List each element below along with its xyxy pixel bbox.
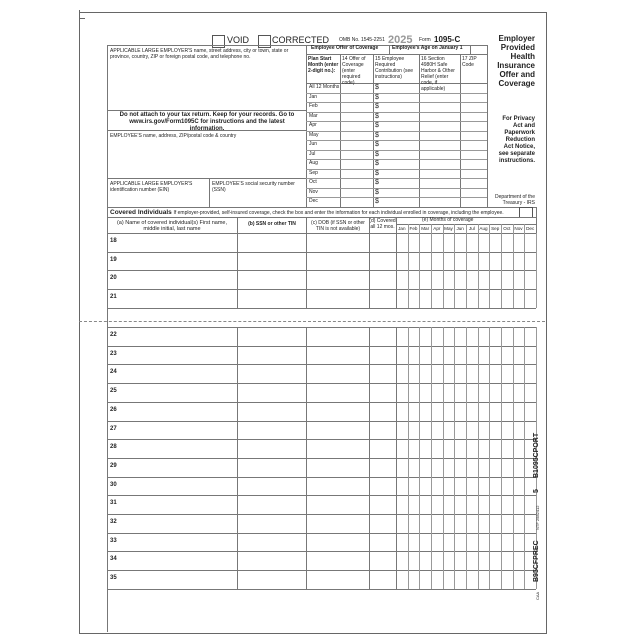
form-number: 1095-C [434,35,461,44]
covered-row-input[interactable] [120,439,536,458]
employee-box-label: EMPLOYEE'S name, address, ZIP/postal code & country [110,133,237,139]
col-17: 17 ZIP Code [462,56,477,68]
offer-row-input[interactable] [341,140,486,150]
dollar-sign: $ [375,160,379,167]
offer-row-input[interactable] [341,150,486,160]
offer-month-label: Dec [309,198,318,204]
offer-row-input[interactable] [341,131,486,141]
row-number: 19 [110,256,117,263]
line-left [107,45,108,632]
month-column-line [431,327,432,589]
dollar-sign: $ [375,169,379,177]
line-right [487,45,488,207]
coverage-month-label: Jun [456,226,464,231]
covered-row-input[interactable] [120,421,536,440]
offer-row-input[interactable] [341,112,486,122]
omb-number: OMB No. 1545-2251 [339,37,385,43]
covered-row-input[interactable] [120,551,536,570]
coverage-month-label: Jan [398,226,406,231]
offer-row-input[interactable] [341,121,486,131]
month-column-line [478,233,479,308]
ssn-label: EMPLOYEE'S social security number (SSN) [212,181,295,193]
title-line-2: Provided [500,43,535,52]
covered-col-b: (b) SSN or other TIN [248,221,296,227]
header-month-line [454,224,455,233]
line-employer-divider [306,45,307,207]
month-column-line [489,327,490,589]
perforation-line [79,321,545,322]
covered-col-d: (d) Covered all 12 mos. [369,218,396,230]
row-number: 24 [110,369,117,376]
header-month-line [408,224,409,233]
offer-month-label: Oct [309,179,317,185]
offer-header: Employee Offer of Coverage [311,45,379,51]
coverage-month-label: May [444,226,453,231]
privacy-notice: For Privacy Act and Paperwork Reduction Act Notice, see separate instructions. [498,116,535,164]
employer-box-label: APPLICABLE LARGE EMPLOYER'S name, street address, city or town, state or province, country, ZIP or foreign postal code, and telephone no. [110,48,289,60]
month-column-line [501,327,502,589]
offer-row-input[interactable] [341,169,486,179]
void-label: VOID [227,35,250,45]
side-code-1: B1095CPORT [533,432,540,478]
offer-row-input[interactable] [341,197,486,207]
offer-row-input[interactable] [341,159,486,169]
side-code-1-suffix: 5 [533,489,540,493]
covered-row-input[interactable] [120,533,536,552]
header-month-line [443,224,444,233]
offer-month-label: Feb [309,103,318,109]
covered-row-input[interactable] [120,252,536,271]
ein-label: APPLICABLE LARGE EMPLOYER'S identification number (EIN) [110,181,193,193]
covered-row-input[interactable] [120,364,536,383]
dollar-sign: $ [375,150,379,158]
covered-desc: If employer-provided, self-insured coverage, check the box and enter the information for each individual enrolled in coverage, including the employee. [173,210,504,216]
row-line [107,589,536,590]
header-month-line [431,224,432,233]
dollar-sign: $ [375,141,379,148]
side-caa: CAA [535,591,540,600]
covered-row-input[interactable] [120,495,536,514]
covered-row-input[interactable] [120,289,536,308]
month-column-line [408,233,409,308]
month-column-line [513,233,514,308]
month-column-line [489,233,490,308]
month-column-line [478,327,479,589]
department-label: Department of the Treasury - IRS [494,194,535,206]
row-number: 21 [110,294,117,301]
coverage-month-label: Sep [491,226,500,231]
row-number: 31 [110,500,117,507]
covered-row-input[interactable] [120,270,536,289]
line-employee-bottom [107,178,306,179]
offer-month-label: Jan [309,93,318,100]
offer-month-label: Aug [309,160,318,166]
col-15: 15 Employee Required Contribution (see instructions) [375,56,414,80]
coverage-month-label: Aug [479,226,488,231]
age-header: Employee's Age on January 1 [392,45,463,51]
title-line-5: Offer and [499,70,535,79]
row-number: 33 [110,537,117,544]
offer-month-label: All 12 Months [309,84,340,90]
covered-row-input[interactable] [120,383,536,402]
covered-col-e: (e) Months of coverage [422,217,474,223]
tax-year: 2025 [388,34,413,46]
covered-row-input[interactable] [120,402,536,421]
month-column-line [419,327,420,589]
dollar-sign: $ [375,84,379,91]
month-column-line [524,233,525,308]
column-line [396,233,397,308]
offer-month-label: Jun [309,141,318,147]
row-number: 29 [110,462,117,469]
offer-month-label: Nov [309,188,318,195]
coverage-month-label: Nov [514,226,523,231]
header-month-line [513,224,514,233]
header-month-line [419,224,420,233]
title-line-6: Coverage [498,79,535,88]
line-age-divider [389,45,390,54]
offer-row-input[interactable] [341,83,486,93]
col-16: 16 Section 4980H Safe Harbor & Other Relief (enter code, if applicable) [421,56,455,92]
row-number: 30 [110,481,117,488]
coverage-month-label: Feb [409,226,418,231]
covered-row-input[interactable] [120,570,536,589]
header-column-line [396,217,397,233]
coverage-month-label: Apr [433,226,441,231]
month-column-line [454,327,455,589]
title-line-1: Employer [498,34,535,43]
row-number: 35 [110,575,117,582]
dollar-sign: $ [375,93,379,101]
header-month-line [489,224,490,233]
header-column-line [369,217,370,233]
column-line [306,233,307,308]
covered-col-a: (a) Name of covered individual(s) First name, middle initial, last name [116,220,228,232]
offer-month-label: Apr [309,122,317,128]
coverage-month-label: Oct [503,226,511,231]
header-month-line [524,224,525,233]
row-number: 23 [110,350,117,357]
side-code-2: B95CFPREC [533,540,540,582]
covered-title: Covered Individuals [110,209,172,216]
offer-row-input[interactable] [341,188,486,198]
offer-row-input[interactable] [341,93,486,103]
line-covered-top [107,207,536,208]
form-title [490,34,535,88]
month-column-line [524,327,525,589]
offer-month-label: May [309,131,319,138]
coverage-month-label: Dec [526,226,535,231]
offer-month-label: Jul [309,150,316,157]
col-plan-start: Plan Start Month (enter 2-digit no.): [308,56,339,74]
month-column-line [443,327,444,589]
row-number: 25 [110,388,117,395]
corner-mark [79,10,85,19]
row-number: 27 [110,425,117,432]
covered-row-input[interactable] [120,327,536,346]
line-employer-bottom [107,110,306,111]
month-column-line [536,233,537,308]
covered-header [110,209,504,217]
form-prefix: Form [419,37,431,43]
month-column-line [501,233,502,308]
covered-row-input[interactable] [120,346,536,365]
corrected-checkbox[interactable] [258,35,271,48]
dollar-sign: $ [375,179,379,186]
covered-row-input[interactable] [120,233,536,252]
header-month-line [478,224,479,233]
month-column-line [419,233,420,308]
column-line [369,233,370,308]
month-column-line [454,233,455,308]
covered-row-input[interactable] [120,458,536,477]
header-column-line [237,217,238,233]
col-14: 14 Offer of Coverage (enter required code) [342,56,366,86]
month-column-line [431,233,432,308]
corrected-label: CORRECTED [272,35,330,45]
dollar-sign: $ [375,112,379,120]
row-number: 28 [110,444,117,451]
row-number: 22 [110,332,117,338]
offer-row-input[interactable] [341,178,486,188]
month-column-line [466,327,467,589]
header-month-line [466,224,467,233]
header-column-line [306,217,307,233]
row-number: 34 [110,556,117,563]
column-line [237,327,238,589]
row-line [107,308,536,309]
column-line [396,327,397,589]
column-line [237,233,238,308]
header-month-line [501,224,502,233]
column-line [369,327,370,589]
dollar-sign: $ [375,198,379,205]
coverage-month-label: Jul [468,226,475,231]
dollar-sign: $ [375,188,379,196]
coverage-month-label: Mar [421,226,430,231]
dollar-sign: $ [375,103,379,110]
month-column-line [466,233,467,308]
title-line-4: Insurance [497,61,535,70]
row-number: 26 [110,406,117,413]
notice-text: Do not attach to your tax return. Keep for your records. Go to www.irs.gov/Form1095C for instructions and the latest information. [119,112,295,132]
offer-row-input[interactable] [341,102,486,112]
month-column-line [513,327,514,589]
month-column-line [408,327,409,589]
row-number: 32 [110,519,117,525]
line-ein-divider [209,178,210,207]
offer-month-label: Mar [309,112,318,119]
dollar-sign: $ [375,131,379,139]
dollar-sign: $ [375,122,379,129]
side-ntf: NTF 2582412 [535,505,540,530]
covered-col-c: (c) DOB (if SSN or other TIN is not available) [311,220,365,232]
covered-row-input[interactable] [120,477,536,496]
row-number: 20 [110,275,117,282]
title-line-3: Health [510,52,535,61]
column-line [306,327,307,589]
covered-row-input[interactable] [120,514,536,533]
offer-month-label: Sep [309,169,318,176]
month-column-line [443,233,444,308]
row-number: 18 [110,238,117,244]
void-checkbox[interactable] [212,35,225,48]
